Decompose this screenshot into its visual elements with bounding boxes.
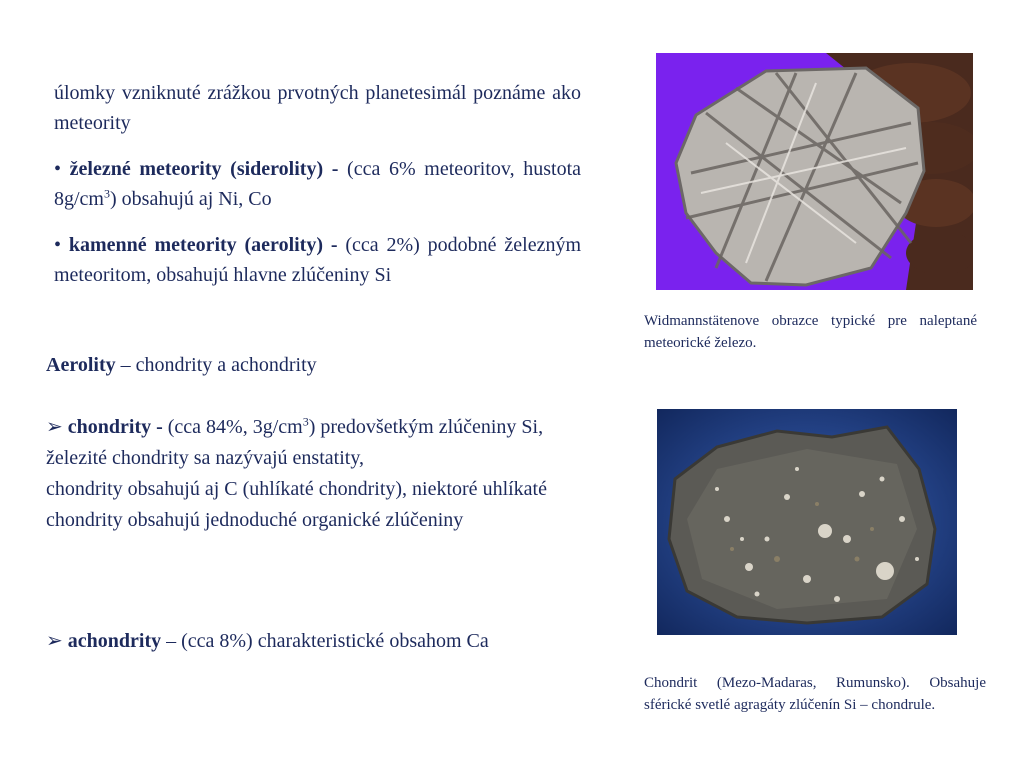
chondrity-block <box>46 412 611 536</box>
arrow-bullet-icon: ➢ <box>46 416 63 438</box>
achondrity-text: – (cca 8%) charakteristické obsahom Ca <box>161 630 489 652</box>
chondrity-line-3: chondrity obsahujú aj C (uhlíkaté chondrity), niektoré uhlíkaté chondrity obsahujú jednoduché organické zlúčeniny <box>46 478 547 531</box>
bullet-glyph: • <box>54 234 62 256</box>
stone-meteorites-term: kamenné meteority (aerolity) - <box>68 234 338 256</box>
chondrity-density-exponent: 3 <box>302 414 309 429</box>
chondrity-text-b: ) predovšetkým zlúčeniny Si, <box>308 416 544 438</box>
iron-density-exponent: 3 <box>104 186 110 201</box>
iron-meteorites-item <box>54 154 581 214</box>
chondrite-caption: Chondrit (Mezo-Madaras, Rumunsko). Obsahuje sférické svetlé agragáty zlúčenín Si – chondrule. <box>644 675 986 713</box>
achondrity-term: achondrity <box>67 630 162 652</box>
aerolity-line <box>46 350 606 380</box>
iron-meteorite-caption: Widmannstätenove obrazce typické pre naleptané meteorické železo. <box>644 313 977 351</box>
intro-paragraph <box>54 78 581 138</box>
stone-meteorites-text: (cca 2%) podobné železným meteoritom, obsahujú hlavne zlúčeniny Si <box>54 234 582 286</box>
iron-meteorites-term: železné meteority (siderolity) - <box>69 158 339 180</box>
iron-meteorites-text-a: (cca 6% meteoritov, hustota 8g/cm <box>54 158 582 210</box>
intro-text: úlomky vzniknuté zrážkou prvotných planetesimál poznáme ako meteority <box>54 82 581 134</box>
achondrity-line <box>46 626 626 656</box>
chondrite-illustration <box>657 409 957 635</box>
aerolity-text: – chondrity a achondrity <box>115 354 317 376</box>
chondrity-term: chondrity - <box>67 416 163 438</box>
chondrity-text-a: (cca 84%, 3g/cm <box>167 416 303 438</box>
chondrite-photo <box>657 409 957 635</box>
iron-meteorite-photo <box>656 53 973 290</box>
bullet-glyph: • <box>54 158 62 180</box>
arrow-bullet-icon: ➢ <box>46 630 63 652</box>
iron-meteorite-illustration <box>656 53 973 290</box>
chondrity-line-2: železité chondrity sa nazývajú enstatity, <box>46 447 365 469</box>
iron-meteorites-text-b: ) obsahujú aj Ni, Co <box>110 188 272 210</box>
stone-meteorites-item <box>54 230 581 290</box>
chondrity-line-1 <box>46 412 611 443</box>
aerolity-term: Aerolity <box>46 354 116 376</box>
